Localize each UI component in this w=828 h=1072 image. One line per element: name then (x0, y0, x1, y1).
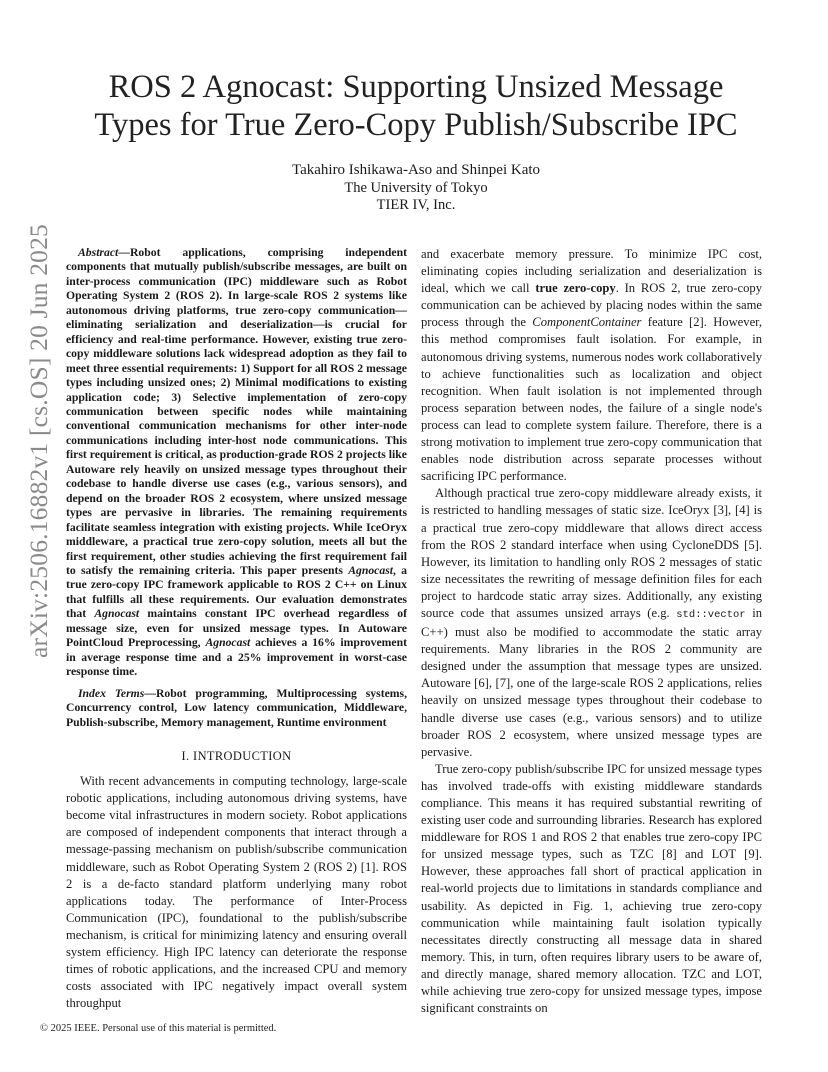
intro-paragraph-1: With recent advancements in computing technology, large-scale robotic applications, including autonomous driving systems, have become vital infrastructures in modern society. Robot applications are composed of independent components that interact through a message-passing mechanism on publish/subscribe communication middleware, such as Robot Operating System 2 (ROS 2) [1]. ROS 2 is a de-facto standard platform underlying many robot applications today. The performance of Inter-Process Communication (IPC), foundational to the publish/subscribe mechanism, is critical for minimizing latency and ensuring overall system efficiency. High IPC latency can deteriorate the response times of robotic applications, and the increased CPU and memory costs associated with IPC negatively impact overall system throughput (66, 774, 407, 1011)
index-terms-text: —Robot programming, Multiprocessing systems, Concurrency control, Low latency communication, Middleware, Publish-subscribe, Memory management, Runtime environment (66, 686, 407, 729)
abstract-text-2: , a true zero-copy IPC framework applicable to ROS 2 C++ on Linux that fulfills all these requirements. Our evaluation demonstrates that (66, 563, 408, 621)
abstract-agnocast-1: Agnocast (348, 563, 394, 577)
author-names: Takahiro Ishikawa-Aso and Shinpei Kato (291, 162, 541, 178)
abstract-agnocast-2: Agnocast (94, 607, 140, 621)
component-container-term: ComponentContainer (532, 315, 642, 330)
intro-paragraph-4: True zero-copy publish/subscribe IPC for unsized message types has involved trade-offs with existing middleware standards compliance. This means it has required substantial rewriting of existing user code and surrounding libraries. Research has explored middleware for ROS 1 and ROS 2 that enables true zero-copy IPC for unsized message types, such as TZC [8] and LOT [9]. However, these approaches fall short of practical application in real-world projects due to limitations in standards compliance and usability. As depicted in Fig. 1, achieving true zero-copy communication while maintaining fault isolation typically necessitates directly constructing all message data in shared memory. This, in turn, often requires library users to be aware of, and directly manage, shared memory allocation. TZC and LOT, while achieving true zero-copy for unsized message types, impose significant constraints on (421, 761, 762, 1016)
index-terms (66, 687, 407, 730)
section-heading-introduction: I. INTRODUCTION (181, 748, 292, 763)
arxiv-identifier-stamp: arXiv:2506.16882v1 [cs.OS] 20 Jun 2025 (24, 224, 53, 658)
para2-text-a: and exacerbate memory pressure. To minimize IPC cost, eliminating copies including serialization and deserialization is ideal, which we call (421, 247, 762, 296)
abstract (66, 246, 407, 680)
para2-text-b: . In ROS 2, true zero-copy communication can be achieved by placing nodes within the same process through the (421, 281, 763, 330)
std-vector-code: std::vector (676, 608, 746, 621)
copyright-footer: © 2025 IEEE. Personal use of this material is permitted. (40, 1023, 277, 1034)
abstract-text-3: maintains constant IPC overhead regardless of message size, even for unsized message types. In Autoware PointCloud Preprocessing, (66, 607, 407, 650)
left-column (66, 246, 407, 1012)
intro-paragraph-2 (421, 246, 762, 485)
author-block (60, 162, 772, 214)
title-line-2: Types for True Zero-Copy Publish/Subscribe IPC (94, 107, 738, 143)
index-terms-lead: Index Terms (78, 686, 145, 700)
intro-paragraph-3 (421, 485, 762, 761)
affiliation-company: TIER IV, Inc. (376, 197, 456, 213)
abstract-text-4: achieves a 16% improvement in average response time and a 25% improvement in worst-case response time. (66, 636, 407, 679)
abstract-lead: Abstract (78, 246, 119, 259)
abstract-text-1: —Robot applications, comprising independent components that mutually publish/subscribe messages, are built on inter-process communication (IPC) middleware such as Robot Operating System 2 (ROS 2). In large-scale ROS 2 systems like autonomous driving platforms, true zero-copy communication—eliminating serialization and deserialization—is crucial for efficiency and real-time performance. However, existing true zero-copy middleware solutions lack widespread adoption as they fail to meet three essential requirements: 1) Support for all ROS 2 message types including unsized ones; 2) Minimal modifications to existing application code; 3) Selective implementation of zero-copy communication between specific nodes while maintaining conventional communication mechanisms for other inter-node communications including inter-host node communications. This first requirement is critical, as production-grade ROS 2 projects like Autoware rely heavily on unsized message types throughout their codebase to handle diverse use cases (e.g., various sensors), and depend on the broader ROS 2 ecosystem, where unsized message types are pervasive in libraries. The remaining requirements facilitate seamless integration with existing projects. While IceOryx middleware, a practical true zero-copy solution, meets all but the first requirement, other studies achieving the first requirement fail to satisfy the remaining criteria. This paper presents (66, 246, 407, 577)
abstract-agnocast-3: Agnocast (205, 636, 251, 650)
paper-title (60, 68, 772, 144)
para3-text-b: in C++) must also be modified to accommodate the static array requirements. Many libraries in the ROS 2 community are designed under the assumption that message types are unsized. Autoware [6], [7], one of the large-scale ROS 2 applications, relies heavily on unsized message types throughout their codebase to handle diverse use cases (e.g., various sensors) and to utilize broader ROS 2 ecosystem, where unsized message types are pervasive. (421, 605, 763, 759)
para3-text-a: Although practical true zero-copy middleware already exists, it is restricted to handling messages of static size. IceOryx [3], [4] is a practical true zero-copy middleware that allows direct access from the ROS 2 standard interface when using CycloneDDS [5]. However, its limitation to handling only ROS 2 messages of static size necessitates the rewriting of message definition files for each project to hardcode static array sizes. Additionally, any existing source code that assumes unsized arrays (e.g. (421, 486, 762, 620)
true-zero-copy-term: true zero-copy (535, 281, 616, 296)
para2-text-c: feature [2]. However, this method compromises fault isolation. For example, in autonomous driving systems, numerous nodes work collaboratively to achieve functionalities such as localization and object recognition. When fault isolation is not implemented through process separation between nodes, the failure of a single node's process can lead to complete system failure. Therefore, there is a strong motivation to implement true zero-copy communication that enables node distribution across separate processes without sacrificing IPC performance. (421, 315, 762, 484)
title-line-1: ROS 2 Agnocast: Supporting Unsized Message (108, 69, 724, 105)
affiliation-university: The University of Tokyo (344, 180, 488, 196)
right-column (421, 246, 762, 1017)
